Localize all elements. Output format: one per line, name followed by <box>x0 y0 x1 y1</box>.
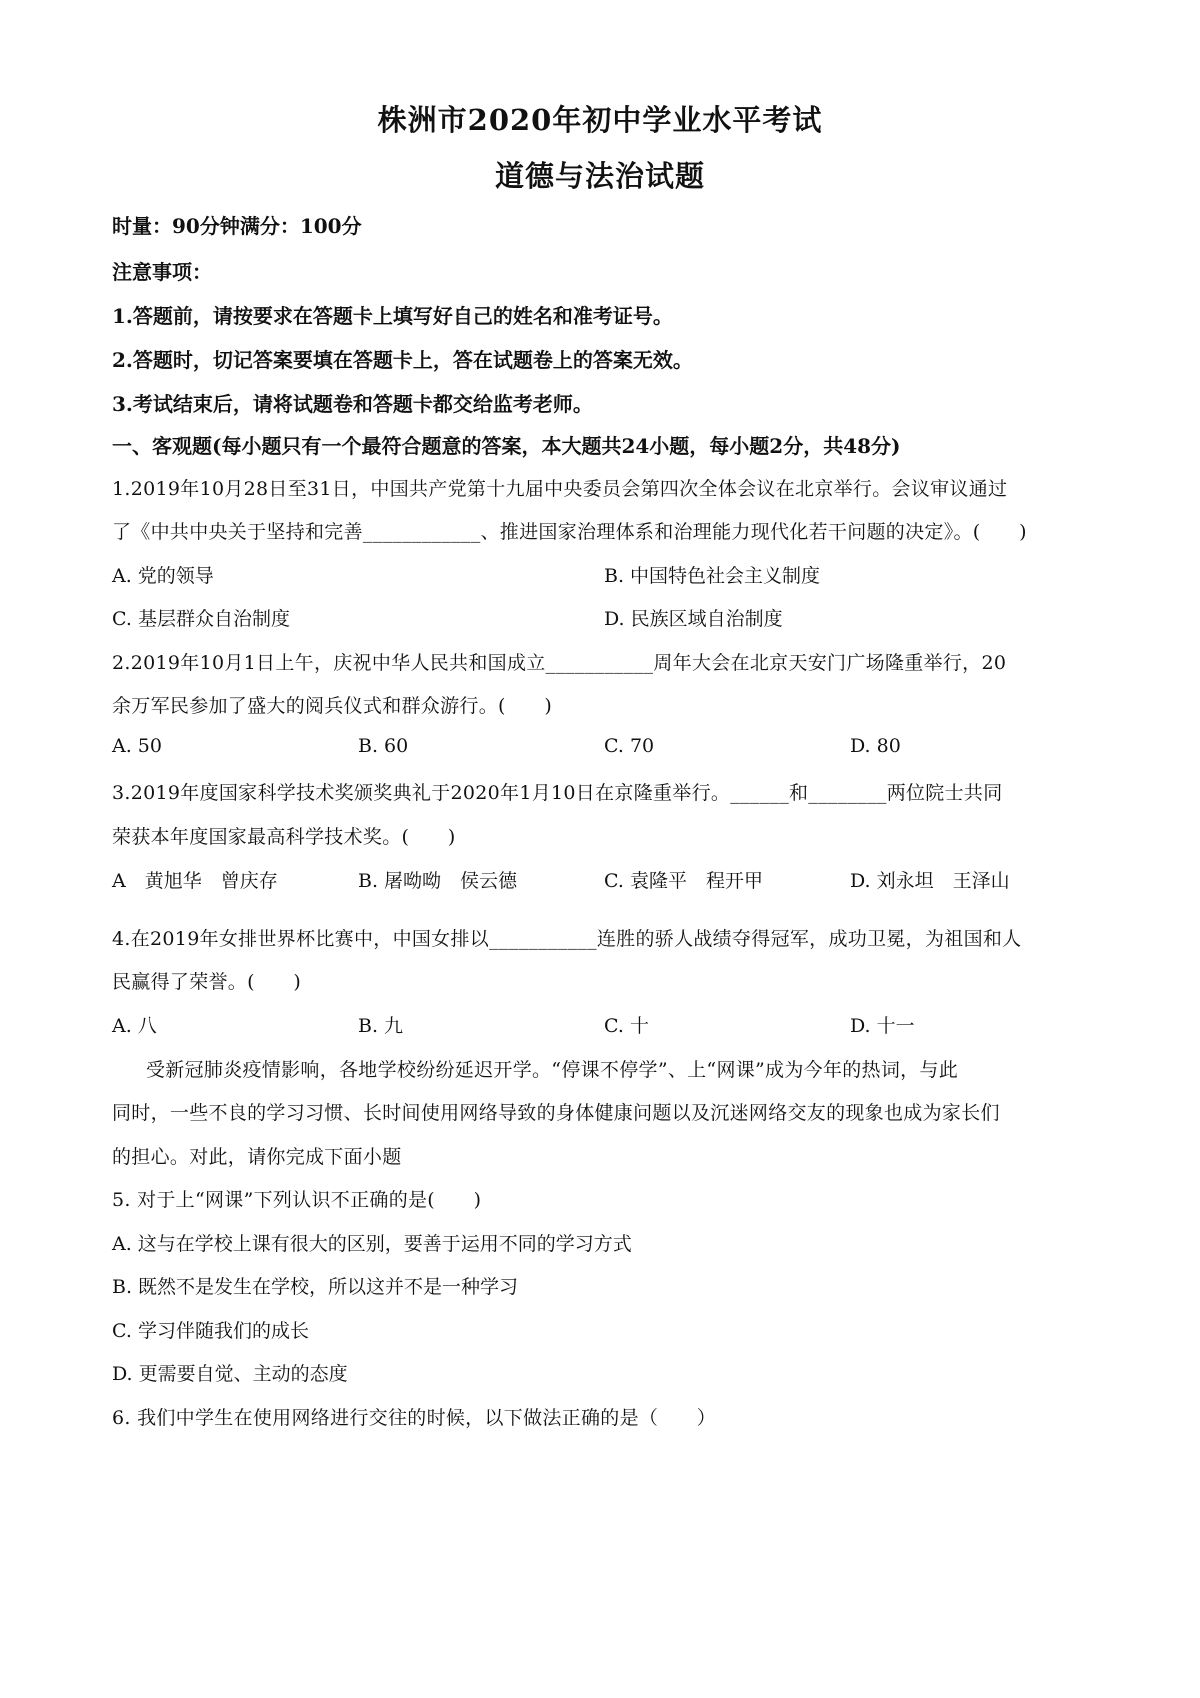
option-b: B. 中国特色社会主义制度 <box>604 565 821 587</box>
option-d: D. 80 <box>850 735 901 757</box>
option-b: B. 60 <box>358 735 409 757</box>
question-1-line-2: 了《中共中央关于坚持和完善____________、推进国家治理体系和治理能力现代化若干问题的决定》。( ) <box>112 521 1027 543</box>
option-a: A. 这与在学校上课有很大的区别，要善于运用不同的学习方式 <box>112 1233 632 1255</box>
notes-heading: 注意事项： <box>112 260 212 284</box>
question-4-line-2: 民赢得了荣誉。( ) <box>112 971 302 993</box>
option-d: D. 十一 <box>850 1015 915 1037</box>
option-c: C. 学习伴随我们的成长 <box>112 1320 309 1342</box>
question-6-stem: 6. 我们中学生在使用网络进行交往的时候，以下做法正确的是（ ） <box>112 1407 717 1429</box>
option-a: A. 50 <box>112 735 162 757</box>
exam-title: 株洲市2020年初中学业水平考试 <box>377 103 823 137</box>
option-a: A. 党的领导 <box>112 565 214 587</box>
note-item: 1.答题前，请按要求在答题卡上填写好自己的姓名和准考证号。 <box>112 304 673 328</box>
option-d: D. 更需要自觉、主动的态度 <box>112 1363 348 1385</box>
question-3-line-2: 荣获本年度国家最高科学技术奖。( ) <box>112 826 456 848</box>
option-d: D. 刘永坦 王泽山 <box>850 870 1010 892</box>
question-1-line-1: 1.2019年10月28日至31日，中国共产党第十九届中央委员会第四次全体会议在北京举行。会议审议通过 <box>112 478 1008 500</box>
passage-line-2: 同时，一些不良的学习习惯、长时间使用网络导致的身体健康问题以及沉迷网络交友的现象也成为家长们 <box>112 1102 1000 1124</box>
note-item: 3.考试结束后，请将试题卷和答题卡都交给监考老师。 <box>112 392 593 416</box>
option-c: C. 袁隆平 程开甲 <box>604 870 763 892</box>
option-d: D. 民族区域自治制度 <box>604 608 783 630</box>
option-c: C. 十 <box>604 1015 649 1037</box>
question-3-line-1: 3.2019年度国家科学技术奖颁奖典礼于2020年1月10日在京隆重举行。______和________两位院士共同 <box>112 782 1003 804</box>
exam-subtitle: 道德与法治试题 <box>494 159 705 193</box>
option-c: C. 70 <box>604 735 655 757</box>
question-4-line-1: 4.在2019年女排世界杯比赛中，中国女排以___________连胜的骄人战绩夺得冠军，成功卫冕，为祖国和人 <box>112 928 1022 950</box>
option-c: C. 基层群众自治制度 <box>112 608 290 630</box>
option-a: A. 八 <box>112 1015 157 1037</box>
option-b: B. 九 <box>358 1015 404 1037</box>
section-heading: 一、客观题(每小题只有一个最符合题意的答案，本大题共24小题，每小题2分，共48分) <box>112 434 901 458</box>
question-2-line-1: 2.2019年10月1日上午，庆祝中华人民共和国成立___________周年大会在北京天安门广场隆重举行，20 <box>112 652 1007 674</box>
option-b: B. 屠呦呦 侯云德 <box>358 870 518 892</box>
option-a: A 黄旭华 曾庆存 <box>112 870 278 892</box>
question-5-stem: 5. 对于上“网课”下列认识不正确的是( ) <box>112 1189 482 1211</box>
question-2-line-2: 余万军民参加了盛大的阅兵仪式和群众游行。( ) <box>112 695 553 717</box>
time-info: 时量：90分钟满分：100分 <box>112 214 362 238</box>
passage-line-3: 的担心。对此，请你完成下面小题 <box>112 1146 402 1168</box>
option-b: B. 既然不是发生在学校，所以这并不是一种学习 <box>112 1276 519 1298</box>
passage-line-1: 受新冠肺炎疫情影响，各地学校纷纷延迟开学。“停课不停学”、上“网课”成为今年的热词，与此 <box>146 1059 959 1081</box>
note-item: 2.答题时，切记答案要填在答题卡上，答在试题卷上的答案无效。 <box>112 348 693 372</box>
